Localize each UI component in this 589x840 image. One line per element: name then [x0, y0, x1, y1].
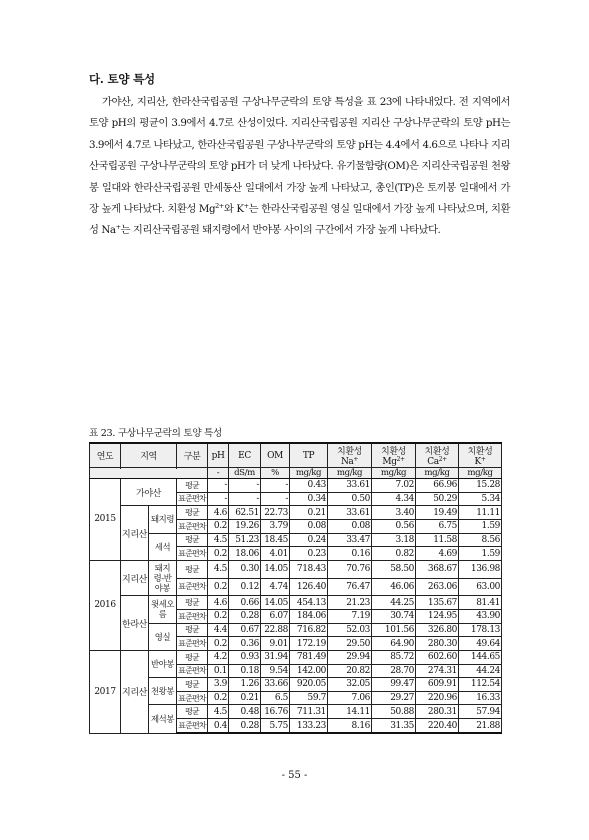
- cell-value: 18.06: [229, 547, 261, 561]
- cell-year: 2015: [90, 479, 121, 561]
- cell-value: 280.31: [416, 705, 459, 719]
- cell-value: 43.90: [459, 609, 502, 623]
- cell-value: 4.6: [208, 506, 229, 520]
- cell-value: 31.35: [372, 719, 416, 733]
- cell-value: 135.67: [416, 596, 459, 610]
- cell-value: 454.13: [290, 596, 328, 610]
- unit-mg: mg/kg: [372, 468, 416, 479]
- unit-tp: mg/kg: [290, 468, 328, 479]
- cell-value: 49.64: [459, 637, 502, 651]
- cell-stat: 표준편차: [177, 519, 208, 533]
- header-na-exch: 치환성: [337, 447, 362, 457]
- cell-value: 136.98: [459, 560, 502, 578]
- cell-value: 51.23: [229, 533, 261, 547]
- cell-stat: 표준편차: [177, 492, 208, 506]
- cell-value: 21.88: [459, 719, 502, 733]
- cell-stat: 평균: [177, 479, 208, 493]
- cell-value: 920.05: [290, 678, 328, 692]
- cell-value: 7.19: [328, 609, 372, 623]
- header-ca: [416, 443, 459, 468]
- cell-stat: 평균: [177, 650, 208, 664]
- cell-value: 0.2: [208, 637, 229, 651]
- table-row: [90, 650, 548, 664]
- cell-value: 0.67: [229, 623, 261, 637]
- soil-properties-table: [89, 442, 548, 734]
- cell-value: 718.43: [290, 560, 328, 578]
- cell-value: 0.1: [208, 664, 229, 678]
- unit-k: mg/kg: [459, 468, 502, 479]
- cell-value: 44.25: [372, 596, 416, 610]
- cell-park: 지리산: [121, 560, 149, 595]
- cell-value: 16.33: [459, 691, 502, 705]
- cell-value: -: [261, 479, 290, 493]
- cell-value: 1.59: [459, 547, 502, 561]
- header-type: 구분: [177, 443, 208, 468]
- cell-value: 184.06: [290, 609, 328, 623]
- cell-value: 0.24: [290, 533, 328, 547]
- cell-value: 59.7: [290, 691, 328, 705]
- cell-value: 8.16: [328, 719, 372, 733]
- header-na-sup: +: [353, 456, 359, 463]
- cell-value: 4.69: [416, 547, 459, 561]
- cell-value: 63.00: [459, 578, 502, 596]
- cell-value: 22.88: [261, 623, 290, 637]
- cell-value: 0.50: [328, 492, 372, 506]
- cell-value: 4.5: [208, 533, 229, 547]
- paragraph-sup-3: +: [115, 223, 121, 232]
- cell-value: 133.23: [290, 719, 328, 733]
- cell-value: 3.9: [208, 678, 229, 692]
- cell-value: 6.07: [261, 609, 290, 623]
- cell-stat: 평균: [177, 705, 208, 719]
- cell-value: 142.00: [290, 664, 328, 678]
- cell-stat: 표준편차: [177, 547, 208, 561]
- cell-stat: 평균: [177, 596, 208, 610]
- cell-value: 0.08: [290, 519, 328, 533]
- cell-year: 2017: [90, 650, 121, 733]
- cell-value: 16.76: [261, 705, 290, 719]
- cell-value: 4.01: [261, 547, 290, 561]
- cell-stat: 평균: [177, 560, 208, 578]
- cell-value: 4.74: [261, 578, 290, 596]
- cell-value: 172.19: [290, 637, 328, 651]
- cell-value: -: [229, 479, 261, 493]
- paragraph-text-3: 는 한라산국립공원 영실 일대에서 가장 높게 나타났으며, 치환성 Na: [89, 203, 510, 237]
- cell-value: 0.82: [372, 547, 416, 561]
- cell-value: 274.31: [416, 664, 459, 678]
- cell-value: -: [229, 492, 261, 506]
- cell-value: 7.06: [328, 691, 372, 705]
- unit-om: %: [261, 468, 290, 479]
- cell-value: 0.2: [208, 578, 229, 596]
- header-om: OM: [261, 443, 290, 468]
- cell-value: 14.05: [261, 560, 290, 578]
- cell-value: 0.34: [290, 492, 328, 506]
- cell-value: 781.49: [290, 650, 328, 664]
- cell-value: 14.11: [328, 705, 372, 719]
- cell-stat: 평균: [177, 623, 208, 637]
- cell-value: 9.54: [261, 664, 290, 678]
- cell-value: -: [261, 492, 290, 506]
- cell-value: 20.82: [328, 664, 372, 678]
- header-tp: TP: [290, 443, 328, 468]
- cell-value: 32.05: [328, 678, 372, 692]
- cell-value: 29.50: [328, 637, 372, 651]
- cell-value: 46.06: [372, 578, 416, 596]
- cell-value: 85.72: [372, 650, 416, 664]
- cell-value: 368.67: [416, 560, 459, 578]
- cell-stat: 표준편차: [177, 664, 208, 678]
- cell-site: 세석: [149, 533, 177, 560]
- table-row: [90, 623, 548, 637]
- cell-value: 0.2: [208, 519, 229, 533]
- cell-site: 영실: [149, 623, 177, 650]
- cell-value: 64.90: [372, 637, 416, 651]
- unit-row: [90, 468, 548, 479]
- cell-value: 0.48: [229, 705, 261, 719]
- cell-value: 29.94: [328, 650, 372, 664]
- cell-value: 0.08: [328, 519, 372, 533]
- cell-park: 가야산: [121, 479, 177, 506]
- cell-value: 70.76: [328, 560, 372, 578]
- cell-value: 33.66: [261, 678, 290, 692]
- table-row: [90, 506, 548, 520]
- cell-value: -: [208, 479, 229, 493]
- cell-stat: 평균: [177, 506, 208, 520]
- cell-value: 33.61: [328, 479, 372, 493]
- cell-stat: 표준편차: [177, 691, 208, 705]
- paragraph-text-2: 와 K: [223, 203, 244, 216]
- body-paragraph: [89, 92, 510, 242]
- table-row: [90, 678, 548, 692]
- cell-value: 178.13: [459, 623, 502, 637]
- header-mg: [372, 443, 416, 468]
- header-region: 지역: [121, 443, 177, 468]
- cell-value: 11.11: [459, 506, 502, 520]
- cell-value: 52.03: [328, 623, 372, 637]
- paragraph-text-1: 가야산, 지리산, 한라산국립공원 구상나무군락의 토양 특성을 표 23에 나타내었다. 전 지역에서 토양 pH의 평균이 3.9에서 4.7로 산성이었다. 지리산국립공원 지리산 구상나무군락의 토양 pH는 3.9에서 4.7로 나타났고, 한라산국립공원 구상나무군락의 토양 pH는 4.4에서 4.6으로 나타나 지리산국립공원 구상나무군락의 토양 pH가 더 낮게 나타났다. 유기물함량(OM)은 지리산국립공원 천왕봉 일대와 한라산국립공원 만세동산 일대에서 가장 높게 나타났고, 총인(TP)은 토끼봉 일대에서 가장 높게 나타났다. 치환성 Mg: [89, 96, 510, 216]
- cell-value: 0.30: [229, 560, 261, 578]
- cell-value: 220.40: [416, 719, 459, 733]
- header-k: [459, 443, 502, 468]
- cell-value: 33.47: [328, 533, 372, 547]
- paragraph-sup-1: 2+: [215, 202, 224, 211]
- cell-value: 29.27: [372, 691, 416, 705]
- cell-value: 0.43: [290, 479, 328, 493]
- cell-value: 8.56: [459, 533, 502, 547]
- cell-value: 124.95: [416, 609, 459, 623]
- cell-value: 44.24: [459, 664, 502, 678]
- cell-stat: 표준편차: [177, 578, 208, 596]
- cell-value: 81.41: [459, 596, 502, 610]
- header-k-sup: +: [480, 456, 486, 463]
- cell-value: 0.23: [290, 547, 328, 561]
- section-heading: 다. 토양 특성: [89, 72, 155, 86]
- cell-value: 4.5: [208, 560, 229, 578]
- cell-value: 4.2: [208, 650, 229, 664]
- cell-stat: 표준편차: [177, 719, 208, 733]
- cell-value: 6.75: [416, 519, 459, 533]
- cell-stat: 표준편차: [177, 637, 208, 651]
- cell-value: 4.34: [372, 492, 416, 506]
- cell-value: 4.6: [208, 596, 229, 610]
- cell-value: 9.01: [261, 637, 290, 651]
- cell-value: 0.93: [229, 650, 261, 664]
- cell-value: 0.28: [229, 719, 261, 733]
- cell-value: 18.45: [261, 533, 290, 547]
- unit-ec: dS/m: [229, 468, 261, 479]
- cell-site: 천왕봉: [149, 678, 177, 705]
- cell-value: 0.66: [229, 596, 261, 610]
- cell-value: 3.18: [372, 533, 416, 547]
- cell-value: 6.5: [261, 691, 290, 705]
- cell-value: 19.49: [416, 506, 459, 520]
- cell-site: 돼지령-반야봉: [149, 560, 177, 595]
- cell-value: 76.47: [328, 578, 372, 596]
- cell-value: 7.02: [372, 479, 416, 493]
- cell-value: 0.12: [229, 578, 261, 596]
- header-ca-label: Ca: [427, 457, 439, 467]
- header-row: [90, 443, 548, 468]
- table-row: [90, 479, 548, 493]
- cell-site: 윗세오름: [149, 596, 177, 623]
- cell-value: 3.79: [261, 519, 290, 533]
- cell-value: 0.2: [208, 609, 229, 623]
- header-na: [328, 443, 372, 468]
- cell-value: 126.40: [290, 578, 328, 596]
- cell-site: 반야봉: [149, 650, 177, 677]
- cell-value: 0.21: [290, 506, 328, 520]
- cell-value: 0.18: [229, 664, 261, 678]
- cell-value: 22.73: [261, 506, 290, 520]
- cell-value: 62.51: [229, 506, 261, 520]
- cell-value: 99.47: [372, 678, 416, 692]
- header-ca-sup: 2+: [438, 456, 447, 463]
- cell-site: 돼지령: [149, 506, 177, 533]
- cell-value: 5.75: [261, 719, 290, 733]
- header-mg-label: Mg: [382, 457, 397, 467]
- cell-value: 0.16: [328, 547, 372, 561]
- unit-ca: mg/kg: [416, 468, 459, 479]
- cell-value: 4.4: [208, 623, 229, 637]
- header-mg-sup: 2+: [396, 456, 405, 463]
- cell-value: 112.54: [459, 678, 502, 692]
- cell-value: 14.05: [261, 596, 290, 610]
- cell-stat: 표준편차: [177, 609, 208, 623]
- cell-value: 50.88: [372, 705, 416, 719]
- header-ph: pH: [208, 443, 229, 468]
- cell-value: 1.26: [229, 678, 261, 692]
- cell-value: 711.31: [290, 705, 328, 719]
- cell-value: 326.80: [416, 623, 459, 637]
- unit-na: mg/kg: [328, 468, 372, 479]
- cell-value: 11.58: [416, 533, 459, 547]
- cell-value: 609.91: [416, 678, 459, 692]
- cell-value: 0.2: [208, 691, 229, 705]
- unit-ph: -: [208, 468, 229, 479]
- cell-value: 58.50: [372, 560, 416, 578]
- header-na-label: Na: [340, 457, 354, 467]
- cell-value: 0.28: [229, 609, 261, 623]
- cell-value: 716.82: [290, 623, 328, 637]
- header-ca-exch: 치환성: [424, 447, 450, 457]
- cell-park: 지리산: [121, 650, 149, 733]
- table-row: [90, 560, 548, 578]
- paragraph-sup-2: +: [243, 202, 249, 211]
- table-row: [90, 533, 548, 547]
- cell-year: 2016: [90, 560, 121, 650]
- cell-value: 3.40: [372, 506, 416, 520]
- cell-value: 50.29: [416, 492, 459, 506]
- cell-value: 263.06: [416, 578, 459, 596]
- cell-value: 28.70: [372, 664, 416, 678]
- table-body: [90, 479, 548, 734]
- header-mg-exch: 치환성: [381, 447, 406, 457]
- cell-value: 144.65: [459, 650, 502, 664]
- cell-value: 280.30: [416, 637, 459, 651]
- page-number: - 55 -: [281, 770, 308, 781]
- header-year: 연도: [90, 443, 121, 468]
- table-row: [90, 596, 548, 610]
- cell-site: 제석봉: [149, 705, 177, 733]
- cell-value: 33.61: [328, 506, 372, 520]
- cell-value: -: [208, 492, 229, 506]
- cell-park: 한라산: [121, 596, 149, 651]
- header-k-exch: 치환성: [467, 447, 493, 457]
- cell-stat: 평균: [177, 678, 208, 692]
- cell-value: 220.96: [416, 691, 459, 705]
- cell-value: 101.56: [372, 623, 416, 637]
- cell-value: 31.94: [261, 650, 290, 664]
- cell-value: 0.2: [208, 547, 229, 561]
- header-ec: EC: [229, 443, 261, 468]
- unit-spacer: [90, 468, 208, 479]
- cell-park: 지리산: [121, 506, 149, 561]
- table-caption: 표 23. 구상나무군락의 토양 특성: [89, 428, 222, 439]
- cell-value: 0.21: [229, 691, 261, 705]
- cell-value: 5.34: [459, 492, 502, 506]
- cell-value: 4.5: [208, 705, 229, 719]
- cell-value: 66.96: [416, 479, 459, 493]
- cell-value: 0.4: [208, 719, 229, 733]
- cell-value: 0.36: [229, 637, 261, 651]
- paragraph-text-4: 는 지리산국립공원 돼지령에서 반야봉 사이의 구간에서 가장 높게 나타났다.: [120, 224, 441, 237]
- header-k-label: K: [474, 457, 481, 467]
- cell-value: 0.56: [372, 519, 416, 533]
- cell-value: 602.60: [416, 650, 459, 664]
- cell-value: 15.28: [459, 479, 502, 493]
- cell-value: 30.74: [372, 609, 416, 623]
- cell-value: 1.59: [459, 519, 502, 533]
- cell-stat: 평균: [177, 533, 208, 547]
- cell-value: 21.23: [328, 596, 372, 610]
- table-row: [90, 705, 548, 719]
- cell-value: 57.94: [459, 705, 502, 719]
- cell-value: 19.26: [229, 519, 261, 533]
